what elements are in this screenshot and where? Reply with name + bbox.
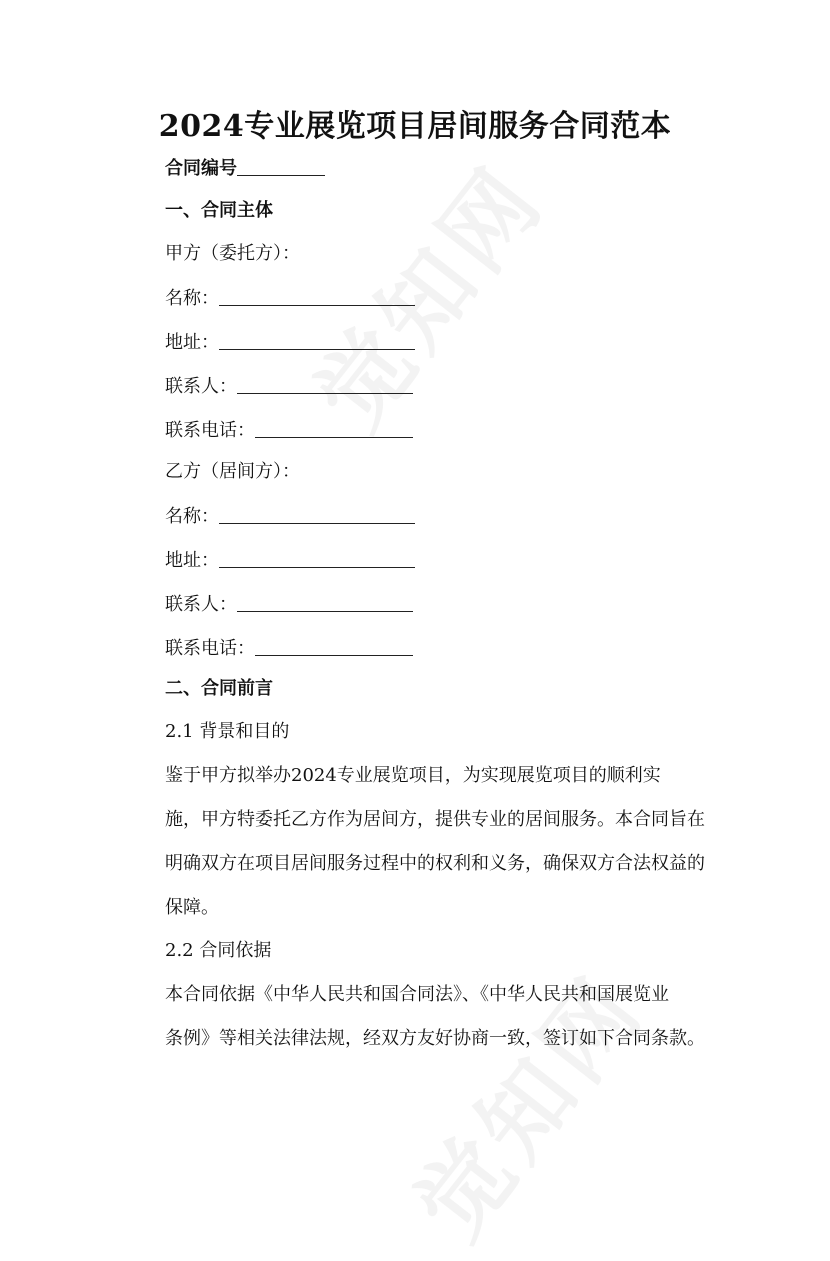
party-a-contact-blank	[237, 376, 413, 394]
paragraph-line: 本合同依据《中华人民共和国合同法》、《中华人民共和国展览业	[165, 984, 669, 1005]
field-label: 联系电话：	[165, 638, 255, 659]
party-b-contact-row	[165, 594, 413, 614]
field-label: 地址：	[165, 550, 219, 571]
party-b-name-row	[165, 506, 415, 526]
party-b-address-blank	[219, 550, 415, 568]
paragraph-line: 明确双方在项目居间服务过程中的权利和义务，确保双方合法权益的	[165, 853, 705, 874]
field-label: 名称：	[165, 506, 219, 527]
field-label: 地址：	[165, 332, 219, 353]
paragraph-line: 施，甲方特委托乙方作为居间方，提供专业的居间服务。本合同旨在	[165, 809, 705, 830]
field-label: 联系人：	[165, 594, 237, 615]
party-b-address-row	[165, 550, 415, 570]
section-1-heading: 一、合同主体	[165, 200, 273, 221]
party-a-address-blank	[219, 332, 415, 350]
party-a-contact-row	[165, 376, 413, 396]
paragraph-line: 条例》等相关法律法规，经双方友好协商一致，签订如下合同条款。	[165, 1028, 705, 1049]
party-a-phone-blank	[255, 420, 413, 438]
document-title: 2024专业展览项目居间服务合同范本	[158, 109, 672, 144]
subsection-2-1-heading: 2.1 背景和目的	[165, 721, 290, 742]
paragraph-line: 鉴于甲方拟举办2024专业展览项目，为实现展览项目的顺利实	[165, 765, 661, 786]
party-a-name-blank	[219, 288, 415, 306]
party-b-phone-row	[165, 638, 413, 658]
party-a-address-row	[165, 332, 415, 352]
contract-number-label: 合同编号	[165, 158, 237, 179]
party-a-label: 甲方（委托方）：	[165, 243, 300, 264]
contract-number-row	[165, 158, 325, 178]
field-label: 联系人：	[165, 376, 237, 397]
subsection-2-2-heading: 2.2 合同依据	[165, 940, 272, 961]
party-b-name-blank	[219, 506, 415, 524]
party-a-phone-row	[165, 420, 413, 440]
contract-number-blank	[237, 158, 325, 176]
field-label: 名称：	[165, 288, 219, 309]
paragraph-line: 保障。	[165, 897, 219, 918]
section-2-heading: 二、合同前言	[165, 678, 273, 699]
field-label: 联系电话：	[165, 420, 255, 441]
party-b-phone-blank	[255, 638, 413, 656]
party-b-contact-blank	[237, 594, 413, 612]
party-b-label: 乙方（居间方）：	[165, 461, 300, 482]
party-a-name-row	[165, 288, 415, 308]
